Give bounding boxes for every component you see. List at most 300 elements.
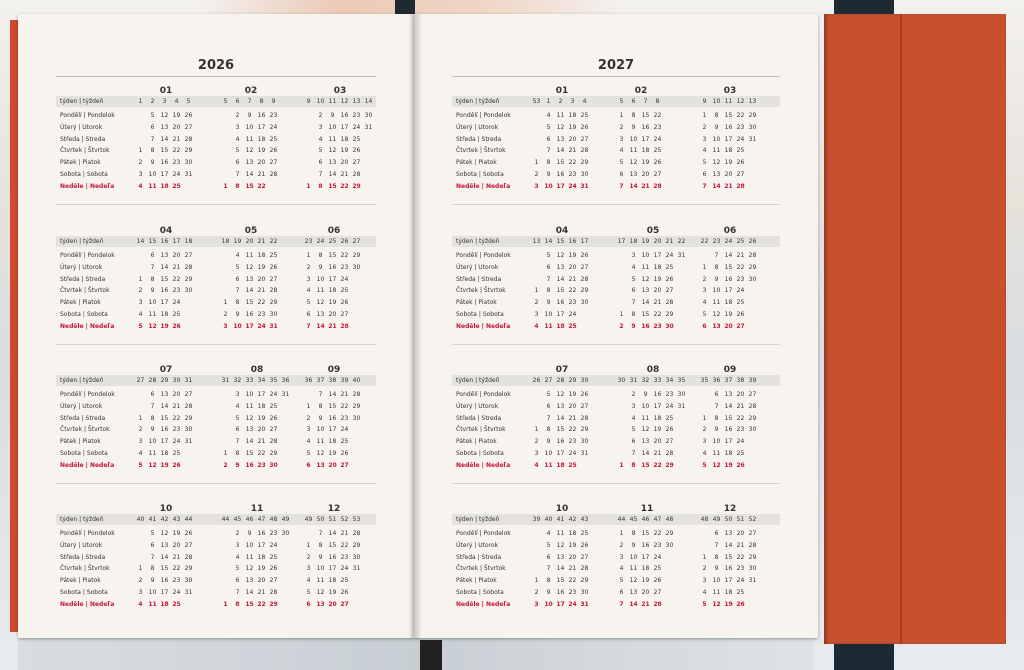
day-number: 2	[306, 263, 311, 271]
week-number: 35	[677, 377, 686, 384]
day-number: 10	[629, 553, 638, 561]
day-number: 17	[556, 450, 565, 457]
month-number: 08	[250, 365, 264, 375]
day-number: 20	[172, 391, 181, 398]
day-number: 7	[546, 147, 551, 155]
day-number: 27	[665, 287, 674, 295]
week-label: týden | týždeň	[60, 516, 104, 523]
month-number: 05	[646, 226, 660, 236]
day-number: 27	[184, 391, 193, 398]
day-number: 30	[665, 541, 674, 549]
day-number: 27	[184, 541, 193, 549]
day-number: 24	[568, 311, 577, 318]
day-number: 13	[160, 123, 169, 131]
day-number: 11	[629, 147, 638, 155]
week-label: týden | týždeň	[456, 98, 500, 105]
day-number: 28	[352, 391, 361, 398]
week-number: 53	[532, 98, 541, 105]
day-number: 13	[160, 252, 169, 259]
day-number: 16	[556, 438, 565, 446]
day-number: 7	[714, 402, 719, 410]
week-number: 48	[665, 516, 674, 523]
day-number: 5	[546, 541, 551, 549]
day-number: 1	[138, 275, 143, 283]
day-label: Neděle | Nedeľa	[60, 322, 115, 330]
day-number: 13	[316, 461, 325, 469]
day-number: 17	[328, 565, 337, 573]
day-number: 21	[568, 275, 577, 283]
month-number: 02	[244, 86, 258, 96]
day-number: 7	[714, 252, 719, 259]
day-label: Čtvrtek | Štvrtok	[60, 147, 110, 155]
day-number: 20	[172, 541, 181, 549]
week-number: 24	[316, 238, 325, 245]
day-number: 25	[580, 112, 589, 119]
day-number: 15	[245, 182, 254, 190]
week-number: 22	[700, 238, 709, 245]
day-number: 7	[702, 182, 707, 190]
day-number: 16	[653, 391, 662, 398]
day-number: 28	[665, 299, 674, 307]
day-label: Úterý | Utorok	[60, 541, 103, 549]
day-number: 8	[318, 541, 323, 549]
day-number: 23	[340, 263, 349, 271]
day-number: 23	[736, 123, 745, 131]
day-number: 2	[138, 577, 143, 585]
day-number: 28	[748, 541, 757, 549]
week-number: 45	[629, 516, 638, 523]
day-number: 8	[631, 112, 636, 119]
day-number: 18	[653, 414, 662, 422]
day-number: 4	[235, 135, 240, 143]
day-number: 5	[318, 147, 323, 155]
day-number: 30	[580, 171, 589, 178]
week-number: 13	[352, 98, 361, 105]
day-number: 23	[172, 159, 181, 167]
day-number: 2	[223, 311, 228, 318]
day-label: Úterý | Utorok	[456, 402, 499, 410]
day-number: 11	[712, 589, 721, 596]
day-number: 14	[724, 541, 733, 549]
day-number: 1	[619, 311, 624, 318]
month-number: 07	[159, 365, 173, 375]
month-number: 10	[159, 504, 173, 514]
day-number: 29	[748, 414, 757, 422]
day-number: 1	[306, 402, 311, 410]
day-number: 30	[677, 391, 686, 398]
week-label: týden | týždeň	[456, 516, 500, 523]
day-number: 24	[736, 438, 745, 446]
day-number: 3	[702, 135, 707, 143]
day-number: 17	[328, 275, 337, 283]
week-number: 27	[544, 377, 553, 384]
day-number: 24	[736, 287, 745, 295]
day-number: 19	[568, 391, 577, 398]
day-number: 9	[318, 553, 323, 561]
day-label: Čtvrtek | Štvrtok	[456, 426, 506, 434]
day-number: 5	[702, 311, 707, 318]
day-number: 2	[534, 299, 539, 307]
week-number: 18	[221, 238, 230, 245]
day-number: 11	[712, 147, 721, 155]
week-number: 6	[631, 98, 636, 105]
day-number: 21	[641, 182, 650, 190]
day-number: 21	[653, 450, 662, 457]
week-number: 29	[160, 377, 169, 384]
day-number: 22	[653, 530, 662, 537]
day-number: 25	[172, 182, 181, 190]
day-number: 25	[172, 450, 181, 457]
day-label: Sobota | Sobota	[456, 311, 504, 318]
day-number: 27	[736, 171, 745, 178]
day-number: 8	[546, 159, 551, 167]
day-number: 1	[223, 299, 228, 307]
week-number: 48	[269, 516, 278, 523]
day-number: 28	[580, 275, 589, 283]
day-number: 30	[184, 577, 193, 585]
day-number: 27	[269, 275, 278, 283]
day-number: 13	[556, 135, 565, 143]
day-number: 1	[223, 182, 228, 190]
day-number: 15	[328, 402, 337, 410]
day-number: 14	[160, 402, 169, 410]
week-number: 44	[221, 516, 230, 523]
day-label: Čtvrtek | Štvrtok	[456, 287, 506, 295]
day-number: 21	[257, 287, 266, 295]
year-underline	[56, 76, 376, 77]
day-number: 19	[568, 252, 577, 259]
month-number: 10	[555, 504, 569, 514]
day-number: 13	[724, 530, 733, 537]
day-number: 26	[665, 275, 674, 283]
day-number: 15	[160, 147, 169, 155]
day-number: 12	[712, 159, 721, 167]
week-number: 3	[570, 98, 575, 105]
week-number: 1	[138, 98, 143, 105]
day-number: 11	[544, 322, 553, 330]
day-number: 8	[150, 147, 155, 155]
day-number: 7	[546, 275, 551, 283]
day-number: 8	[714, 414, 719, 422]
day-number: 30	[269, 311, 278, 318]
month-number: 12	[723, 504, 737, 514]
day-number: 16	[641, 541, 650, 549]
day-number: 3	[223, 322, 228, 330]
month-number: 04	[555, 226, 569, 236]
day-number: 20	[568, 402, 577, 410]
day-number: 27	[340, 461, 349, 469]
day-number: 7	[150, 553, 155, 561]
day-number: 16	[724, 565, 733, 573]
day-number: 28	[653, 600, 662, 608]
day-number: 22	[172, 275, 181, 283]
day-number: 27	[580, 402, 589, 410]
day-number: 24	[269, 123, 278, 131]
day-number: 8	[235, 600, 240, 608]
day-number: 21	[568, 414, 577, 422]
month-number: 12	[327, 504, 341, 514]
day-number: 1	[138, 565, 143, 573]
day-number: 7	[714, 541, 719, 549]
day-label: Středa | Streda	[60, 553, 106, 561]
day-number: 26	[269, 263, 278, 271]
day-number: 21	[340, 171, 349, 178]
day-number: 2	[138, 426, 143, 434]
week-number: 40	[136, 516, 145, 523]
day-number: 18	[257, 252, 266, 259]
block-divider	[56, 204, 376, 205]
year-underline	[452, 76, 780, 77]
day-label: Neděle | Nedeľa	[456, 182, 511, 190]
day-number: 23	[568, 589, 577, 596]
week-number: 22	[677, 238, 686, 245]
day-number: 20	[653, 438, 662, 446]
day-number: 16	[724, 275, 733, 283]
day-number: 19	[328, 299, 337, 307]
day-number: 2	[306, 553, 311, 561]
day-number: 5	[631, 426, 636, 434]
week-number: 13	[532, 238, 541, 245]
week-number: 15	[148, 238, 157, 245]
day-number: 5	[631, 275, 636, 283]
day-number: 4	[534, 322, 539, 330]
day-number: 31	[184, 438, 193, 446]
day-label: Pondělí | Pondelok	[456, 391, 511, 398]
week-label: týden | týždeň	[60, 238, 104, 245]
week-number: 42	[160, 516, 169, 523]
week-number: 51	[736, 516, 745, 523]
week-number: 49	[712, 516, 721, 523]
week-number: 13	[748, 98, 757, 105]
day-number: 25	[172, 311, 181, 318]
day-number: 5	[235, 263, 240, 271]
day-number: 26	[736, 311, 745, 318]
week-number: 27	[136, 377, 145, 384]
day-number: 6	[150, 123, 155, 131]
day-label: Sobota | Sobota	[60, 311, 108, 318]
day-number: 19	[257, 414, 266, 422]
week-number: 35	[700, 377, 709, 384]
day-number: 25	[568, 461, 577, 469]
day-number: 19	[568, 541, 577, 549]
day-number: 9	[546, 299, 551, 307]
day-number: 6	[306, 461, 311, 469]
day-number: 7	[235, 171, 240, 178]
day-number: 4	[702, 450, 707, 457]
day-number: 10	[233, 322, 242, 330]
day-number: 22	[340, 541, 349, 549]
day-number: 16	[160, 426, 169, 434]
day-number: 16	[160, 577, 169, 585]
day-number: 9	[150, 159, 155, 167]
day-number: 14	[724, 402, 733, 410]
day-number: 9	[318, 263, 323, 271]
day-number: 27	[580, 135, 589, 143]
day-number: 7	[150, 263, 155, 271]
day-number: 22	[653, 461, 662, 469]
day-number: 6	[150, 541, 155, 549]
week-number: 28	[556, 377, 565, 384]
day-number: 1	[619, 112, 624, 119]
day-number: 29	[184, 565, 193, 573]
week-number: 47	[653, 516, 662, 523]
week-number: 14	[364, 98, 373, 105]
day-number: 10	[245, 123, 254, 131]
day-number: 3	[619, 553, 624, 561]
day-label: Pondělí | Pondelok	[456, 112, 511, 119]
day-number: 12	[245, 263, 254, 271]
bookmark-ribbon	[420, 640, 442, 670]
week-number: 30	[580, 377, 589, 384]
right-page	[414, 14, 818, 638]
week-number: 19	[641, 238, 650, 245]
week-number: 17	[580, 238, 589, 245]
day-number: 31	[269, 322, 278, 330]
day-number: 9	[546, 171, 551, 178]
day-number: 29	[580, 287, 589, 295]
day-number: 25	[340, 287, 349, 295]
day-number: 18	[724, 147, 733, 155]
day-number: 14	[245, 589, 254, 596]
month-number: 11	[640, 504, 654, 514]
day-number: 14	[328, 530, 337, 537]
page-block-edge	[10, 20, 18, 632]
day-number: 17	[641, 553, 650, 561]
day-number: 12	[160, 112, 169, 119]
day-number: 12	[556, 391, 565, 398]
day-number: 9	[643, 391, 648, 398]
day-number: 25	[340, 438, 349, 446]
day-number: 26	[172, 461, 181, 469]
day-number: 2	[138, 287, 143, 295]
day-number: 3	[235, 391, 240, 398]
day-number: 17	[653, 402, 662, 410]
day-number: 16	[340, 112, 349, 119]
day-number: 10	[712, 135, 721, 143]
day-number: 10	[245, 541, 254, 549]
day-number: 11	[245, 402, 254, 410]
day-number: 4	[138, 311, 143, 318]
week-number: 43	[172, 516, 181, 523]
day-number: 16	[641, 322, 650, 330]
day-number: 3	[619, 135, 624, 143]
month-number: 07	[555, 365, 569, 375]
week-number: 36	[304, 377, 313, 384]
day-number: 25	[269, 135, 278, 143]
week-number: 33	[245, 377, 254, 384]
day-number: 24	[736, 577, 745, 585]
day-number: 4	[138, 600, 143, 608]
day-number: 20	[568, 135, 577, 143]
week-label: týden | týždeň	[456, 377, 500, 384]
day-number: 24	[568, 182, 577, 190]
day-number: 23	[736, 426, 745, 434]
day-number: 18	[568, 112, 577, 119]
day-number: 9	[150, 287, 155, 295]
day-number: 8	[714, 553, 719, 561]
day-label: Neděle | Nedeľa	[60, 600, 115, 608]
day-number: 13	[724, 391, 733, 398]
day-number: 7	[619, 182, 624, 190]
day-number: 10	[148, 589, 157, 596]
day-number: 23	[653, 541, 662, 549]
day-number: 11	[328, 135, 337, 143]
day-number: 25	[580, 530, 589, 537]
day-number: 2	[702, 426, 707, 434]
day-number: 21	[736, 541, 745, 549]
week-number: 31	[184, 377, 193, 384]
day-number: 15	[556, 159, 565, 167]
day-number: 28	[653, 182, 662, 190]
day-number: 27	[665, 438, 674, 446]
day-number: 15	[245, 450, 254, 457]
day-number: 13	[316, 600, 325, 608]
month-number: 06	[723, 226, 737, 236]
day-number: 6	[714, 391, 719, 398]
day-number: 20	[724, 322, 733, 330]
day-number: 7	[306, 322, 311, 330]
day-number: 29	[184, 147, 193, 155]
day-label: Sobota | Sobota	[456, 589, 504, 596]
day-label: Čtvrtek | Štvrtok	[456, 565, 506, 573]
day-number: 8	[318, 252, 323, 259]
day-number: 20	[257, 426, 266, 434]
week-number: 46	[245, 516, 254, 523]
day-number: 27	[653, 589, 662, 596]
week-number: 16	[160, 238, 169, 245]
day-number: 14	[556, 147, 565, 155]
week-number: 23	[712, 238, 721, 245]
day-number: 26	[736, 600, 745, 608]
day-number: 12	[316, 450, 325, 457]
year-heading: 2027	[597, 58, 635, 73]
day-label: Pondělí | Pondelok	[456, 252, 511, 259]
day-number: 6	[546, 402, 551, 410]
day-number: 10	[544, 450, 553, 457]
day-number: 17	[653, 252, 662, 259]
month-number: 06	[327, 226, 341, 236]
day-number: 18	[724, 589, 733, 596]
day-number: 8	[150, 275, 155, 283]
day-number: 19	[653, 426, 662, 434]
day-number: 20	[653, 287, 662, 295]
day-number: 20	[257, 275, 266, 283]
day-number: 3	[702, 287, 707, 295]
day-number: 12	[712, 311, 721, 318]
week-number: 41	[148, 516, 157, 523]
day-number: 12	[148, 322, 157, 330]
day-number: 28	[352, 171, 361, 178]
week-number: 6	[235, 98, 240, 105]
day-number: 14	[160, 135, 169, 143]
day-number: 19	[328, 450, 337, 457]
day-number: 24	[172, 171, 181, 178]
day-number: 13	[160, 391, 169, 398]
day-number: 23	[568, 299, 577, 307]
day-number: 11	[641, 414, 650, 422]
day-number: 13	[316, 311, 325, 318]
day-label: Úterý | Utorok	[456, 123, 499, 131]
day-number: 1	[138, 147, 143, 155]
day-number: 24	[340, 565, 349, 573]
week-number: 37	[316, 377, 325, 384]
week-number: 2	[558, 98, 563, 105]
day-number: 25	[665, 414, 674, 422]
day-label: Středa | Streda	[60, 414, 106, 422]
day-number: 26	[184, 112, 193, 119]
week-number: 24	[724, 238, 733, 245]
day-number: 16	[641, 123, 650, 131]
